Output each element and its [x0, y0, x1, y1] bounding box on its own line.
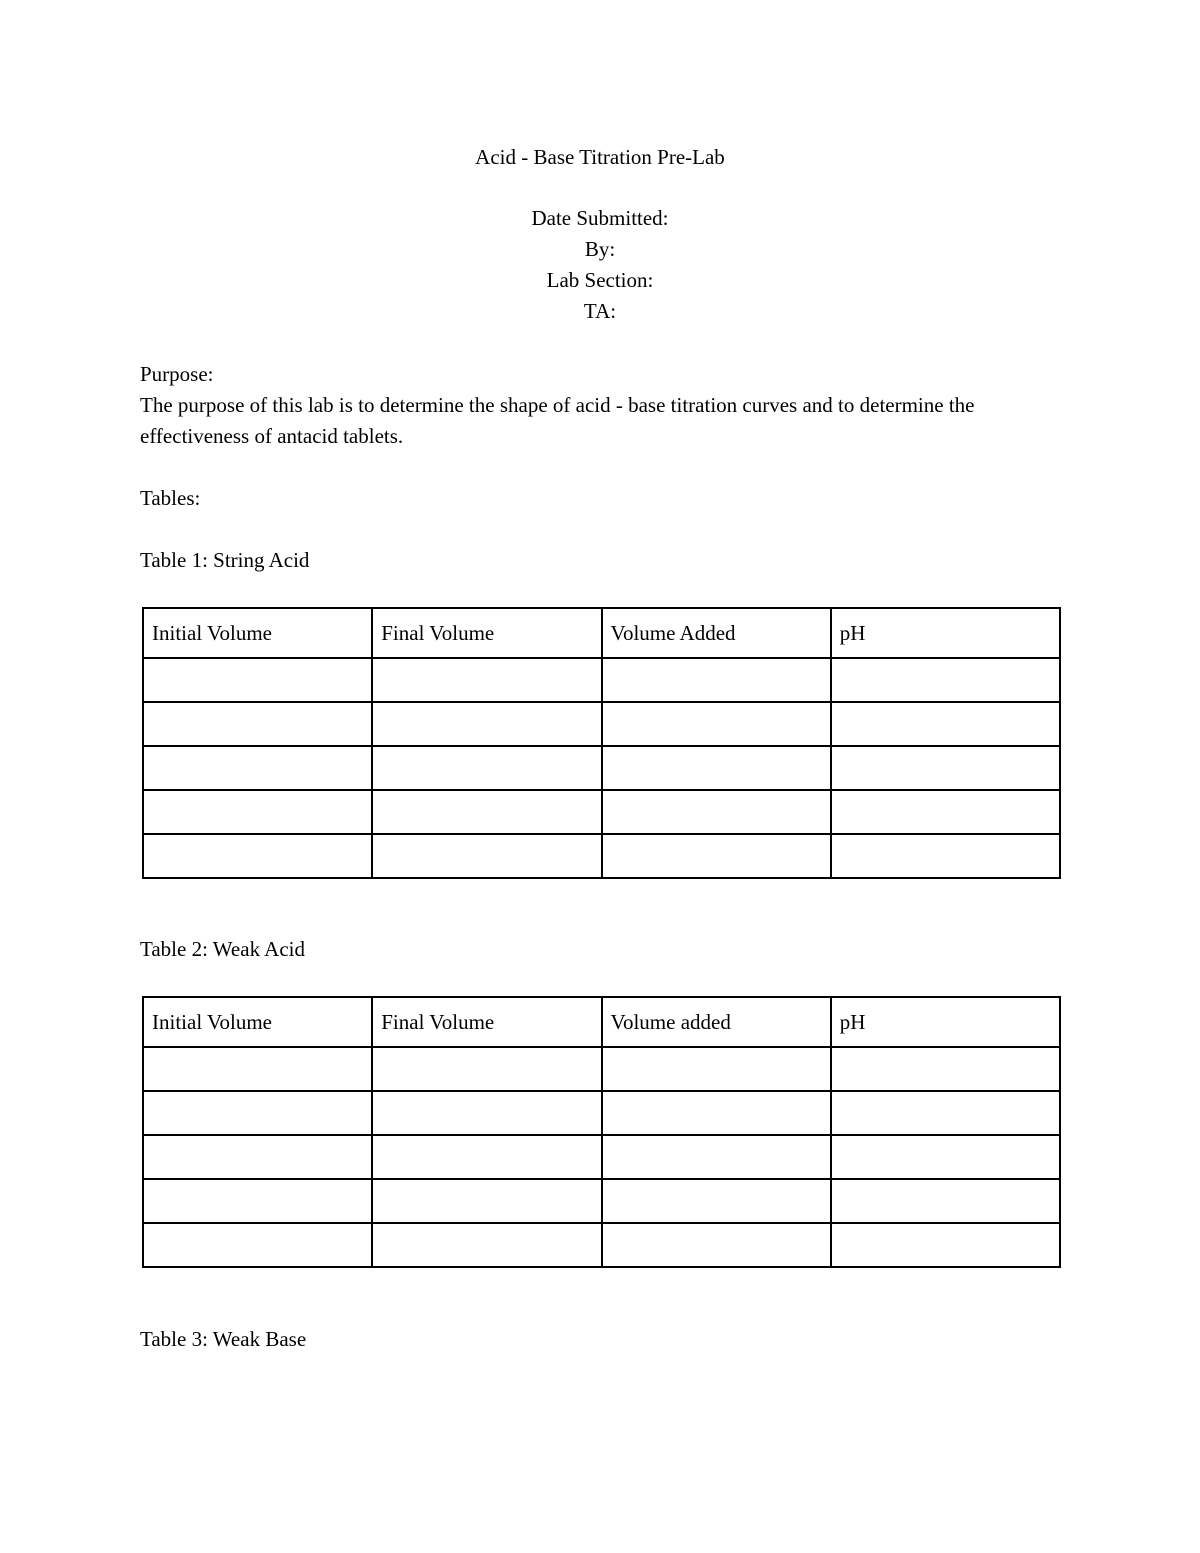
table-cell[interactable] — [372, 1223, 601, 1267]
table-row — [143, 1091, 1060, 1135]
purpose-label: Purpose: — [140, 362, 214, 386]
table-cell[interactable] — [372, 790, 601, 834]
strong-acid-table — [142, 607, 1061, 879]
table-cell[interactable] — [602, 1135, 831, 1179]
table-cell[interactable] — [143, 1223, 372, 1267]
table-cell[interactable] — [831, 702, 1060, 746]
table-row — [143, 834, 1060, 878]
header-final-volume: Final Volume — [372, 608, 601, 658]
table-cell[interactable] — [602, 746, 831, 790]
table-cell[interactable] — [372, 746, 601, 790]
table-cell[interactable] — [143, 1179, 372, 1223]
header-volume-added: Volume Added — [602, 608, 831, 658]
table-cell[interactable] — [143, 1091, 372, 1135]
by-label: By: — [584, 237, 616, 261]
table-row — [143, 702, 1060, 746]
tables-label: Tables: — [140, 486, 201, 510]
table-cell[interactable] — [602, 834, 831, 878]
table-row — [143, 1179, 1060, 1223]
lab-section-label: Lab Section: — [546, 268, 654, 292]
table-cell[interactable] — [143, 658, 372, 702]
table-cell[interactable] — [831, 834, 1060, 878]
table-cell[interactable] — [372, 702, 601, 746]
header-ph: pH — [831, 997, 1060, 1047]
table-cell[interactable] — [831, 658, 1060, 702]
table-cell[interactable] — [602, 1179, 831, 1223]
table-cell[interactable] — [143, 746, 372, 790]
table-cell[interactable] — [143, 702, 372, 746]
purpose-text: The purpose of this lab is to determine the shape of acid - base titration curves and to determine the effectiveness of antacid tablets. — [140, 393, 975, 448]
submission-info — [0, 203, 1200, 327]
table-cell[interactable] — [602, 1047, 831, 1091]
table-1-caption: Table 1: String Acid — [140, 548, 310, 572]
table-cell[interactable] — [831, 1135, 1060, 1179]
table-cell[interactable] — [143, 834, 372, 878]
table-row — [143, 790, 1060, 834]
table-cell[interactable] — [831, 746, 1060, 790]
ta-label: TA: — [583, 299, 617, 323]
table-row — [143, 1047, 1060, 1091]
table-row — [143, 658, 1060, 702]
table-cell[interactable] — [602, 1223, 831, 1267]
header-initial-volume: Initial Volume — [143, 608, 372, 658]
header-ph: pH — [831, 608, 1060, 658]
table-cell[interactable] — [372, 1179, 601, 1223]
table-cell[interactable] — [831, 1047, 1060, 1091]
header-initial-volume: Initial Volume — [143, 997, 372, 1047]
document-title: Acid - Base Titration Pre-Lab — [475, 145, 725, 169]
table-2-caption: Table 2: Weak Acid — [140, 937, 305, 961]
table-cell[interactable] — [143, 790, 372, 834]
table-cell[interactable] — [831, 1223, 1060, 1267]
table-cell[interactable] — [602, 790, 831, 834]
header-volume-added: Volume added — [602, 997, 831, 1047]
table-cell[interactable] — [831, 1091, 1060, 1135]
table-cell[interactable] — [372, 658, 601, 702]
table-3-caption: Table 3: Weak Base — [140, 1327, 307, 1351]
table-cell[interactable] — [143, 1135, 372, 1179]
table-cell[interactable] — [372, 834, 601, 878]
table-cell[interactable] — [602, 702, 831, 746]
table-row — [143, 1135, 1060, 1179]
table-cell[interactable] — [372, 1047, 601, 1091]
table-cell[interactable] — [602, 658, 831, 702]
table-header-row — [143, 608, 1060, 658]
table-row — [143, 746, 1060, 790]
date-submitted-label: Date Submitted: — [531, 206, 669, 230]
table-cell[interactable] — [143, 1047, 372, 1091]
table-header-row — [143, 997, 1060, 1047]
table-cell[interactable] — [372, 1135, 601, 1179]
header-final-volume: Final Volume — [372, 997, 601, 1047]
table-cell[interactable] — [831, 790, 1060, 834]
weak-acid-table — [142, 996, 1061, 1268]
table-cell[interactable] — [602, 1091, 831, 1135]
table-cell[interactable] — [372, 1091, 601, 1135]
table-row — [143, 1223, 1060, 1267]
table-cell[interactable] — [831, 1179, 1060, 1223]
